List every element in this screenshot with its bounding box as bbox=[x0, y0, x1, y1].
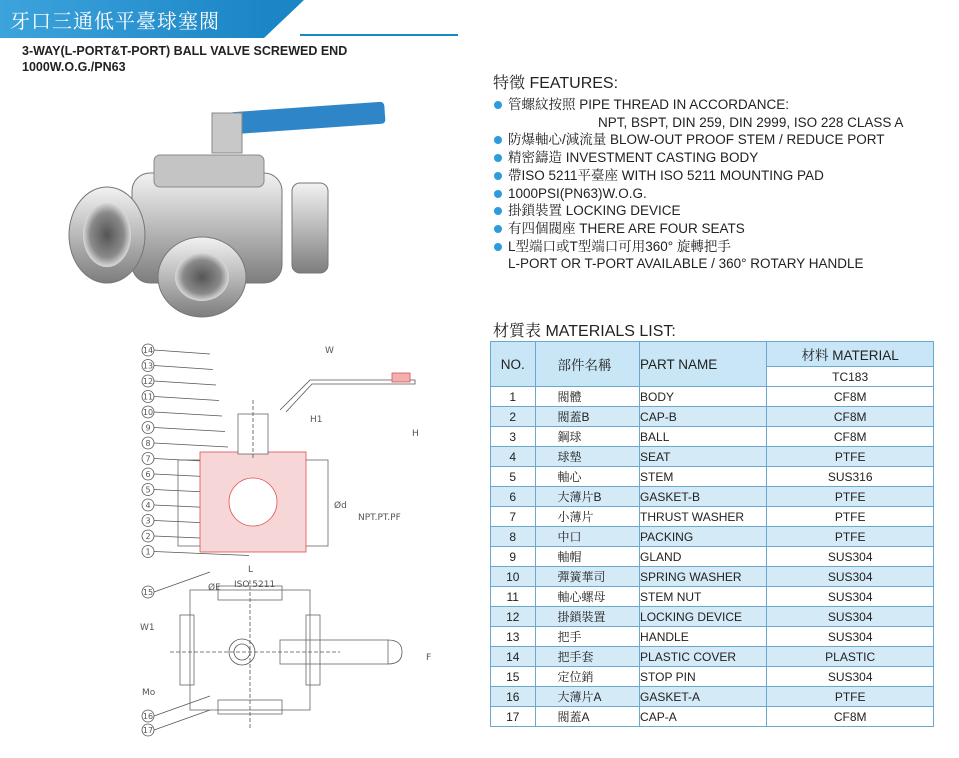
row-material: CF8M bbox=[767, 407, 934, 427]
callout-number: 15 bbox=[142, 588, 154, 597]
page-title: 牙口三通低平臺球塞閥 bbox=[10, 9, 220, 33]
material-row bbox=[491, 407, 934, 427]
row-part-zh: 軸心螺母 bbox=[535, 587, 640, 607]
row-material: SUS304 bbox=[767, 567, 934, 587]
row-material: SUS316 bbox=[767, 467, 934, 487]
features-list bbox=[494, 96, 944, 273]
row-part-en: BALL bbox=[640, 427, 767, 447]
row-no: 14 bbox=[491, 647, 536, 667]
material-row bbox=[491, 707, 934, 727]
feature-item: 防爆軸心/減流量 BLOW-OUT PROOF STEM / REDUCE PORT bbox=[494, 131, 944, 149]
feature-item: 有四個閥座 THERE ARE FOUR SEATS bbox=[494, 220, 944, 238]
callout-number: 1 bbox=[145, 547, 151, 557]
callout-number: 11 bbox=[142, 392, 154, 402]
row-part-zh: 大薄片A bbox=[535, 687, 640, 707]
materials-body bbox=[491, 387, 934, 727]
row-part-en: CAP-A bbox=[640, 707, 767, 727]
row-material: PTFE bbox=[767, 527, 934, 547]
leader-line bbox=[154, 381, 216, 385]
dim-h-label: H bbox=[412, 429, 419, 439]
material-row bbox=[491, 667, 934, 687]
model-header: TC183 bbox=[767, 367, 934, 387]
feature-item: 掛鎖裝置 LOCKING DEVICE bbox=[494, 202, 944, 220]
callout-number: 6 bbox=[145, 470, 151, 479]
bullet-icon bbox=[494, 101, 502, 109]
row-no: 3 bbox=[491, 427, 536, 447]
row-part-en: GLAND bbox=[640, 547, 767, 567]
row-material: CF8M bbox=[767, 707, 934, 727]
header-band bbox=[0, 0, 264, 38]
callout-number: 9 bbox=[145, 423, 151, 433]
row-material: SUS304 bbox=[767, 607, 934, 627]
bullet-icon bbox=[494, 154, 502, 162]
row-part-zh: 彈簧華司 bbox=[535, 567, 640, 587]
row-no: 13 bbox=[491, 627, 536, 647]
row-part-en: HANDLE bbox=[640, 627, 767, 647]
callout-number: 4 bbox=[145, 501, 151, 510]
row-part-zh: 大薄片B bbox=[535, 487, 640, 507]
feature-item: L型端口或T型端口可用360° 旋轉把手 bbox=[494, 238, 944, 256]
bullet-icon bbox=[494, 243, 502, 251]
bullet-icon bbox=[494, 136, 502, 144]
row-no: 7 bbox=[491, 507, 536, 527]
row-material: PTFE bbox=[767, 447, 934, 467]
row-no: 15 bbox=[491, 667, 536, 687]
callout-number: 10 bbox=[142, 408, 154, 417]
row-material: PTFE bbox=[767, 507, 934, 527]
bullet-icon bbox=[494, 172, 502, 180]
row-part-zh: 把手 bbox=[535, 627, 640, 647]
callout-number: 12 bbox=[142, 377, 154, 386]
bullet-icon bbox=[494, 207, 502, 215]
material-row bbox=[491, 587, 934, 607]
row-part-en: THRUST WASHER bbox=[640, 507, 767, 527]
row-no: 2 bbox=[491, 407, 536, 427]
row-no: 1 bbox=[491, 387, 536, 407]
bullet-icon bbox=[494, 225, 502, 233]
callout-number: 14 bbox=[142, 346, 154, 355]
row-part-en: STEM bbox=[640, 467, 767, 487]
row-no: 6 bbox=[491, 487, 536, 507]
dim-iso-label: ISO 5211 bbox=[234, 580, 276, 590]
row-part-zh: 軸心 bbox=[535, 467, 640, 487]
feature-item: 管螺紋按照 PIPE THREAD IN ACCORDANCE: bbox=[494, 96, 944, 114]
row-part-en: LOCKING DEVICE bbox=[640, 607, 767, 627]
material-row bbox=[491, 467, 934, 487]
row-material: SUS304 bbox=[767, 667, 934, 687]
row-no: 10 bbox=[491, 567, 536, 587]
row-part-en: PACKING bbox=[640, 527, 767, 547]
subtitle-line-1: 3-WAY(L-PORT&T-PORT) BALL VALVE SCREWED END bbox=[22, 44, 348, 58]
dim-mo-label: Mo bbox=[142, 688, 156, 698]
part-callouts-bottom bbox=[142, 572, 210, 736]
row-part-zh: 中口 bbox=[535, 527, 640, 547]
material-row bbox=[491, 427, 934, 447]
callout-number: 16 bbox=[142, 712, 154, 721]
material-row bbox=[491, 607, 934, 627]
row-material: CF8M bbox=[767, 427, 934, 447]
feature-item: 精密鑄造 INVESTMENT CASTING BODY bbox=[494, 149, 944, 167]
leader-line bbox=[154, 397, 219, 401]
row-part-zh: 閥蓋B bbox=[535, 407, 640, 427]
row-no: 5 bbox=[491, 467, 536, 487]
feature-item: 1000PSI(PN63)W.O.G. bbox=[494, 185, 944, 203]
row-part-zh: 小薄片 bbox=[535, 507, 640, 527]
material-row bbox=[491, 567, 934, 587]
row-material: PTFE bbox=[767, 487, 934, 507]
callout-number: 17 bbox=[142, 726, 154, 735]
material-row bbox=[491, 687, 934, 707]
col-material-header: 材料 MATERIAL bbox=[767, 342, 934, 367]
row-no: 12 bbox=[491, 607, 536, 627]
leader-line bbox=[154, 428, 225, 432]
row-part-zh: 閥蓋A bbox=[535, 707, 640, 727]
callout-number: 5 bbox=[145, 485, 151, 495]
material-row bbox=[491, 627, 934, 647]
row-part-zh: 掛鎖裝置 bbox=[535, 607, 640, 627]
leader-line bbox=[154, 412, 222, 416]
material-row bbox=[491, 527, 934, 547]
row-no: 17 bbox=[491, 707, 536, 727]
leader-line bbox=[154, 443, 228, 447]
row-material: SUS304 bbox=[767, 627, 934, 647]
callout-number: 8 bbox=[145, 439, 151, 448]
callout-number: 3 bbox=[145, 516, 151, 526]
callout-number: 7 bbox=[145, 454, 151, 464]
material-row bbox=[491, 447, 934, 467]
dim-w1-label: W1 bbox=[140, 623, 155, 633]
col-part-zh-header: 部件名稱 bbox=[535, 342, 640, 387]
leader-line bbox=[154, 366, 213, 370]
row-part-en: STEM NUT bbox=[640, 587, 767, 607]
dim-l-label: L bbox=[248, 565, 254, 575]
dim-od-label: Ød bbox=[334, 501, 347, 511]
dim-f-label: F bbox=[426, 653, 432, 663]
row-part-zh: 閥體 bbox=[535, 387, 640, 407]
row-part-en: BODY bbox=[640, 387, 767, 407]
feature-item: 帶ISO 5211平臺座 WITH ISO 5211 MOUNTING PAD bbox=[494, 167, 944, 185]
row-material: SUS304 bbox=[767, 547, 934, 567]
row-part-en: SPRING WASHER bbox=[640, 567, 767, 587]
row-part-en: CAP-B bbox=[640, 407, 767, 427]
header-rule bbox=[300, 34, 458, 36]
row-part-en: GASKET-B bbox=[640, 487, 767, 507]
col-no-header: NO. bbox=[491, 342, 536, 387]
row-part-en: PLASTIC COVER bbox=[640, 647, 767, 667]
material-row bbox=[491, 487, 934, 507]
col-part-en-header: PART NAME bbox=[640, 342, 767, 387]
row-no: 16 bbox=[491, 687, 536, 707]
row-part-en: GASKET-A bbox=[640, 687, 767, 707]
materials-heading: 材質表 MATERIALS LIST: bbox=[493, 323, 676, 340]
row-part-zh: 定位銷 bbox=[535, 667, 640, 687]
row-no: 9 bbox=[491, 547, 536, 567]
callout-number: 2 bbox=[145, 532, 151, 541]
leader-line bbox=[154, 350, 210, 354]
row-part-zh: 鋼球 bbox=[535, 427, 640, 447]
row-no: 8 bbox=[491, 527, 536, 547]
material-row bbox=[491, 387, 934, 407]
row-part-en: SEAT bbox=[640, 447, 767, 467]
row-material: CF8M bbox=[767, 387, 934, 407]
feature-continuation: NPT, BSPT, DIN 259, DIN 2999, ISO 228 CLASS A bbox=[598, 114, 904, 130]
row-no: 4 bbox=[491, 447, 536, 467]
row-part-en: STOP PIN bbox=[640, 667, 767, 687]
material-row bbox=[491, 547, 934, 567]
row-part-zh: 軸帽 bbox=[535, 547, 640, 567]
dim-h1-label: H1 bbox=[310, 415, 323, 425]
row-material: PLASTIC bbox=[767, 647, 934, 667]
bullet-icon bbox=[494, 190, 502, 198]
row-part-zh: 球墊 bbox=[535, 447, 640, 467]
features-heading: 特徵 FEATURES: bbox=[493, 75, 619, 92]
dim-npt-label: NPT.PT.PF bbox=[358, 513, 401, 523]
valve-product-image bbox=[62, 95, 392, 331]
row-material: SUS304 bbox=[767, 587, 934, 607]
dim-e-label: ØE bbox=[208, 583, 221, 593]
material-row bbox=[491, 507, 934, 527]
dim-w-label: W bbox=[325, 346, 334, 356]
material-row bbox=[491, 647, 934, 667]
technical-drawing bbox=[130, 340, 450, 750]
feature-continuation: L-PORT OR T-PORT AVAILABLE / 360° ROTARY HANDLE bbox=[508, 256, 864, 272]
leader-line bbox=[154, 572, 210, 592]
subtitle bbox=[22, 43, 347, 75]
row-no: 11 bbox=[491, 587, 536, 607]
materials-table bbox=[490, 341, 934, 727]
row-part-zh: 把手套 bbox=[535, 647, 640, 667]
subtitle-line-2: 1000W.O.G./PN63 bbox=[22, 60, 126, 74]
row-material: PTFE bbox=[767, 687, 934, 707]
callout-number: 13 bbox=[142, 361, 154, 371]
